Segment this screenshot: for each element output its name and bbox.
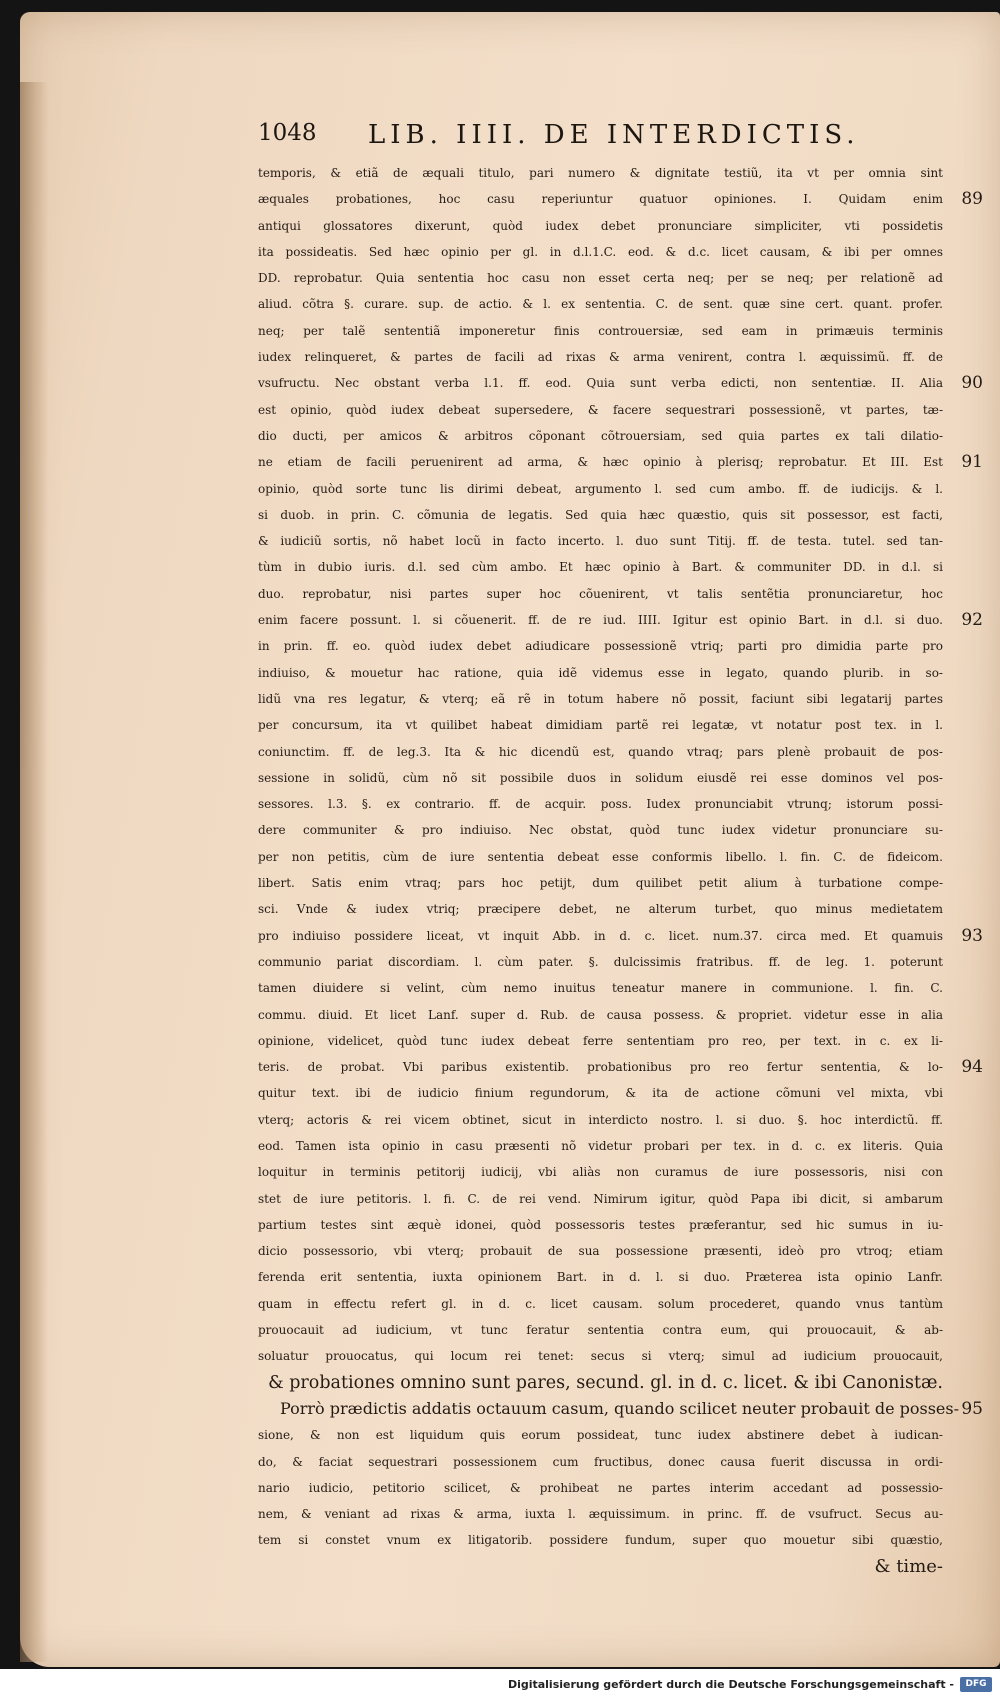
text-line-content: in prin. ff. eo. quòd iudex debet adiudicare possessionẽ vtriq; parti pro dimidia parte pro xyxy=(258,639,943,654)
text-line-content: Porrò prædictis addatis octauum casum, quando scilicet neuter probauit de posses- xyxy=(280,1398,960,1418)
text-line xyxy=(258,975,943,1001)
text-line-content: opinione, videlicet, quòd tunc iudex debeat ferre sententiam pro reo, per text. in c. ex li- xyxy=(258,1033,943,1048)
text-line xyxy=(258,1501,943,1527)
text-line-content: sessione in solidũ, cùm nõ sit possibile duos in solidum eiusdẽ rei esse dominos vel pos- xyxy=(258,770,943,785)
text-line-content: & iudiciũ sortis, nõ habet locũ in facto incerto. l. duo sunt Titij. ff. de testa. tutel. sed tan- xyxy=(258,534,943,549)
text-line xyxy=(258,160,943,186)
footer-credit: Digitalisierung gefördert durch die Deutsche Forschungsgemeinschaft - xyxy=(507,1678,954,1691)
text-line-content: ne etiam de facili peruenirent ad arma, & hæc opinio à plerisq; reprobatur. Et III. Est xyxy=(258,455,943,470)
text-line xyxy=(258,1080,943,1106)
text-line-content: iudex relinqueret, & partes de facili ad rixas & arma venirent, contra l. æquissimũ. ff. de xyxy=(258,350,943,365)
text-line xyxy=(258,502,943,528)
text-line-content: & time- xyxy=(874,1555,943,1577)
text-line xyxy=(258,1054,983,1080)
text-line xyxy=(258,186,983,212)
text-line-content: loquitur in terminis petitorij iudicij, vbi aliàs non curamus de iure possessoris, nisi con xyxy=(258,1165,943,1180)
text-line-content: tem si constet vnum ex litigatorib. possidere fundum, super quo mouetur sibi quæstio, xyxy=(258,1533,943,1548)
text-line xyxy=(258,870,943,896)
text-line-content: dio ducti, per amicos & arbitros cõponant cõtrouersiam, sed quia partes ex tali dilatio- xyxy=(258,428,943,443)
text-line-content: sione, & non est liquidum quis eorum possideat, tunc iudex abstinere debet à iudican- xyxy=(258,1428,943,1443)
text-line-content: commu. diuid. Et licet Lanf. super d. Rub. de causa possess. & propriet. videtur esse in alia xyxy=(258,1007,943,1022)
text-line-content: dicio possessorio, vbi vterq; probauit de sua possessione præsenti, ideò pro vtroq; etiam xyxy=(258,1244,943,1259)
text-line xyxy=(258,397,943,423)
text-line-content: sci. Vnde & iudex vtriq; præcipere debet, ne alterum turbet, quo minus medietatem xyxy=(258,902,943,917)
text-line-content: ita possideatis. Sed hæc opinio per gl. in d.l.1.C. eod. & d.c. licet causam, & ibi per omnes xyxy=(258,244,943,259)
text-line xyxy=(258,1449,943,1475)
text-line-content: libert. Satis enim vtraq; pars hoc petijt, dum quilibet petit alium à turbatione compe- xyxy=(258,876,943,891)
text-line-content: nario iudicio, petitorio scilicet, & prohibeat ne partes interim accedant ad possessio- xyxy=(258,1480,943,1495)
text-line-content: quam in effectu refert gl. in d. c. licet causam. solum procederet, quando vnus tantùm xyxy=(258,1296,943,1311)
text-line-content: si duob. in prin. C. cõmunia de legatis. Sed quia hæc quæstio, quis sit possessor, est facti, xyxy=(258,507,943,522)
text-line xyxy=(258,1186,943,1212)
margin-number: 95 xyxy=(961,1398,983,1419)
text-line xyxy=(258,1028,943,1054)
text-line-content: communio pariat discordiam. l. cùm pater. §. dulcissimis fratribus. ff. de leg. 1. poterunt xyxy=(258,954,943,969)
text-line-content: tamen diuidere si velint, cùm nemo inuitus teneatur manere in communione. l. fin. C. xyxy=(258,981,943,996)
text-line-content: coniunctim. ff. de leg.3. Ita & hic dicendũ est, quando vtraq; pars plenè probauit de pos- xyxy=(258,744,943,759)
text-line xyxy=(258,1396,983,1422)
text-line xyxy=(258,791,943,817)
footer-bar xyxy=(0,1669,1000,1701)
text-line-content: est opinio, quòd iudex debeat supersedere, & facere sequestrari possessionẽ, vt partes, tæ- xyxy=(258,402,943,417)
text-line-content: per concursum, ita vt quilibet habeat dimidiam partẽ rei legatæ, vt notatur post tex. in l. xyxy=(258,718,943,733)
text-line-content: aliud. cõtra §. curare. sup. de actio. & l. ex sententia. C. de sent. quæ sine cert. quant. profer. xyxy=(258,297,943,312)
text-line-content: neq; per talẽ sententiã imponeretur finis controuersiæ, sed eam in primæuis terminis xyxy=(258,323,943,338)
text-line-content: æquales probationes, hoc casu reperiuntur quatuor opiniones. I. Quidam enim xyxy=(258,192,943,207)
text-line xyxy=(258,817,943,843)
text-line-content: nem, & veniant ad rixas & arma, iuxta l. æquissimum. in princ. ff. de vsufruct. Secus au- xyxy=(258,1507,943,1522)
text-line xyxy=(258,1422,943,1448)
text-line xyxy=(258,633,943,659)
text-line xyxy=(258,660,943,686)
text-line-content: ferenda erit sententia, iuxta opinionem Bart. in d. l. si duo. Præterea ista opinio Lanfr. xyxy=(258,1270,943,1285)
text-line-content: teris. de probat. Vbi paribus existentib. probationibus pro reo fertur sententia, & lo- xyxy=(258,1060,943,1075)
text-line-content: soluatur prouocatus, qui locum rei tenet: secus si vterq; simul ad iudicium prouocauit, xyxy=(258,1349,943,1364)
text-line-content: tùm in dubio iuris. d.l. sed cùm ambo. Et hæc opinio à Bart. & communiter DD. in d.l. si xyxy=(258,560,943,575)
text-line xyxy=(258,1212,943,1238)
text-line xyxy=(258,1317,943,1343)
text-line-content: stet de iure petitoris. l. fi. C. de rei vend. Nimirum igitur, quòd Papa ibi dicit, si ambarum xyxy=(258,1191,943,1206)
page-gutter-shadow xyxy=(20,82,48,1662)
text-line-content: dere communiter & pro indiuiso. Nec obstat, quòd tunc iudex videtur pronunciare su- xyxy=(258,823,943,838)
text-line xyxy=(258,739,943,765)
text-line-content: eod. Tamen ista opinio in casu præsenti nõ videtur probari per tex. in d. c. ex literis. Quia xyxy=(258,1138,943,1153)
text-line xyxy=(258,607,983,633)
text-line-content: indiuiso, & mouetur hac ratione, quia idẽ videmus esse in legato, quando plurib. in so- xyxy=(258,665,943,680)
text-line xyxy=(258,686,943,712)
text-line xyxy=(258,1291,943,1317)
text-line xyxy=(258,528,943,554)
text-line xyxy=(258,1554,943,1580)
text-line xyxy=(258,1133,943,1159)
text-line-content: duo. reprobatur, nisi partes super hoc cõuenirent, vt talis sentẽtia pronunciaretur, hoc xyxy=(258,586,943,601)
text-line-content: & probationes omnino sunt pares, secund. gl. in d. c. licet. & ibi Canonistæ. xyxy=(268,1372,943,1393)
text-line xyxy=(258,765,943,791)
text-line-content: lidũ vna res legatur, & vterq; eã rẽ in totum habere nõ possit, faciunt sibi legatarij partes xyxy=(258,691,943,706)
text-line xyxy=(258,1343,943,1369)
margin-number: 89 xyxy=(961,189,983,210)
text-line xyxy=(258,949,943,975)
text-line xyxy=(258,581,943,607)
text-line xyxy=(258,423,943,449)
margin-number: 92 xyxy=(961,610,983,631)
margin-number: 94 xyxy=(961,1057,983,1078)
margin-number: 91 xyxy=(961,452,983,473)
text-line xyxy=(258,1238,943,1264)
text-line xyxy=(258,1527,943,1553)
text-line-content: vsufructu. Nec obstant verba l.1. ff. eod. Quia sunt verba edicti, non sententiæ. II. Alia xyxy=(258,376,943,391)
text-line xyxy=(258,265,943,291)
text-line-content: prouocauit ad iudicium, vt tunc feratur sententia contra eum, qui prouocauit, & ab- xyxy=(258,1323,943,1338)
text-line-content: antiqui glossatores dixerunt, quòd iudex debet pronunciare simpliciter, vti possidetis xyxy=(258,218,943,233)
text-line xyxy=(258,896,943,922)
text-line-content: DD. reprobatur. Quia sententia hoc casu non esset certa neq; per se neq; per relationẽ ad xyxy=(258,271,943,286)
dfg-logo: DFG xyxy=(960,1677,992,1692)
text-line-content: sessores. l.3. §. ex contrario. ff. de acquir. poss. Iudex pronunciabit vtrunq; istorum possi- xyxy=(258,797,943,812)
text-line xyxy=(258,844,943,870)
text-line-content: enim facere possunt. l. si cõuenerit. ff. de re iud. IIII. Igitur est opinio Bart. in d.l. si duo. xyxy=(258,613,943,628)
text-line-content: quitur text. ibi de iudicio finium regundorum, & ita de actione cõmuni vel mixta, vbi xyxy=(258,1086,943,1101)
page-number: 1048 xyxy=(258,120,317,146)
text-line xyxy=(258,1159,943,1185)
text-line-content: vterq; actoris & rei vicem obtinet, sicut in interdicto nostro. l. si duo. §. hoc interdictũ. ff. xyxy=(258,1112,943,1127)
margin-number: 90 xyxy=(961,373,983,394)
text-line xyxy=(258,712,943,738)
text-line-content: do, & faciat sequestrari possessionem cum fructibus, donec causa fuerit discussa in ordi- xyxy=(258,1454,943,1469)
margin-number: 93 xyxy=(961,925,983,946)
text-line xyxy=(258,1475,943,1501)
text-line xyxy=(258,476,943,502)
text-line xyxy=(258,449,983,475)
text-line-content: opinio, quòd sorte tunc lis dirimi debeat, argumento l. sed cum ambo. ff. de iudicijs. & l. xyxy=(258,481,943,496)
text-line xyxy=(258,291,943,317)
text-line xyxy=(258,1370,943,1396)
text-line xyxy=(258,213,943,239)
text-line-content: per non petitis, cùm de iure sententia debeat esse conformis libello. l. fin. C. de fideicom. xyxy=(258,849,943,864)
text-line xyxy=(258,923,983,949)
text-line xyxy=(258,239,943,265)
text-line-content: temporis, & etiã de æquali titulo, pari numero & dignitate testiũ, ita vt per omnia sint xyxy=(258,166,943,180)
text-line xyxy=(258,1002,943,1028)
text-line-content: partium testes sint æquè idonei, quòd possessoris testes præferantur, sed hic sumus in iu- xyxy=(258,1217,943,1232)
text-line xyxy=(258,1264,943,1290)
text-line xyxy=(258,344,943,370)
text-line xyxy=(258,1107,943,1133)
text-line xyxy=(258,318,943,344)
text-line-content: pro indiuiso possidere liceat, vt inquit Abb. in d. c. licet. num.37. circa med. Et quamuis xyxy=(258,928,943,943)
running-title: LIB. IIII. DE INTERDICTIS. xyxy=(368,120,860,150)
text-line xyxy=(258,370,983,396)
text-line xyxy=(258,554,943,580)
body-text xyxy=(258,160,983,1580)
